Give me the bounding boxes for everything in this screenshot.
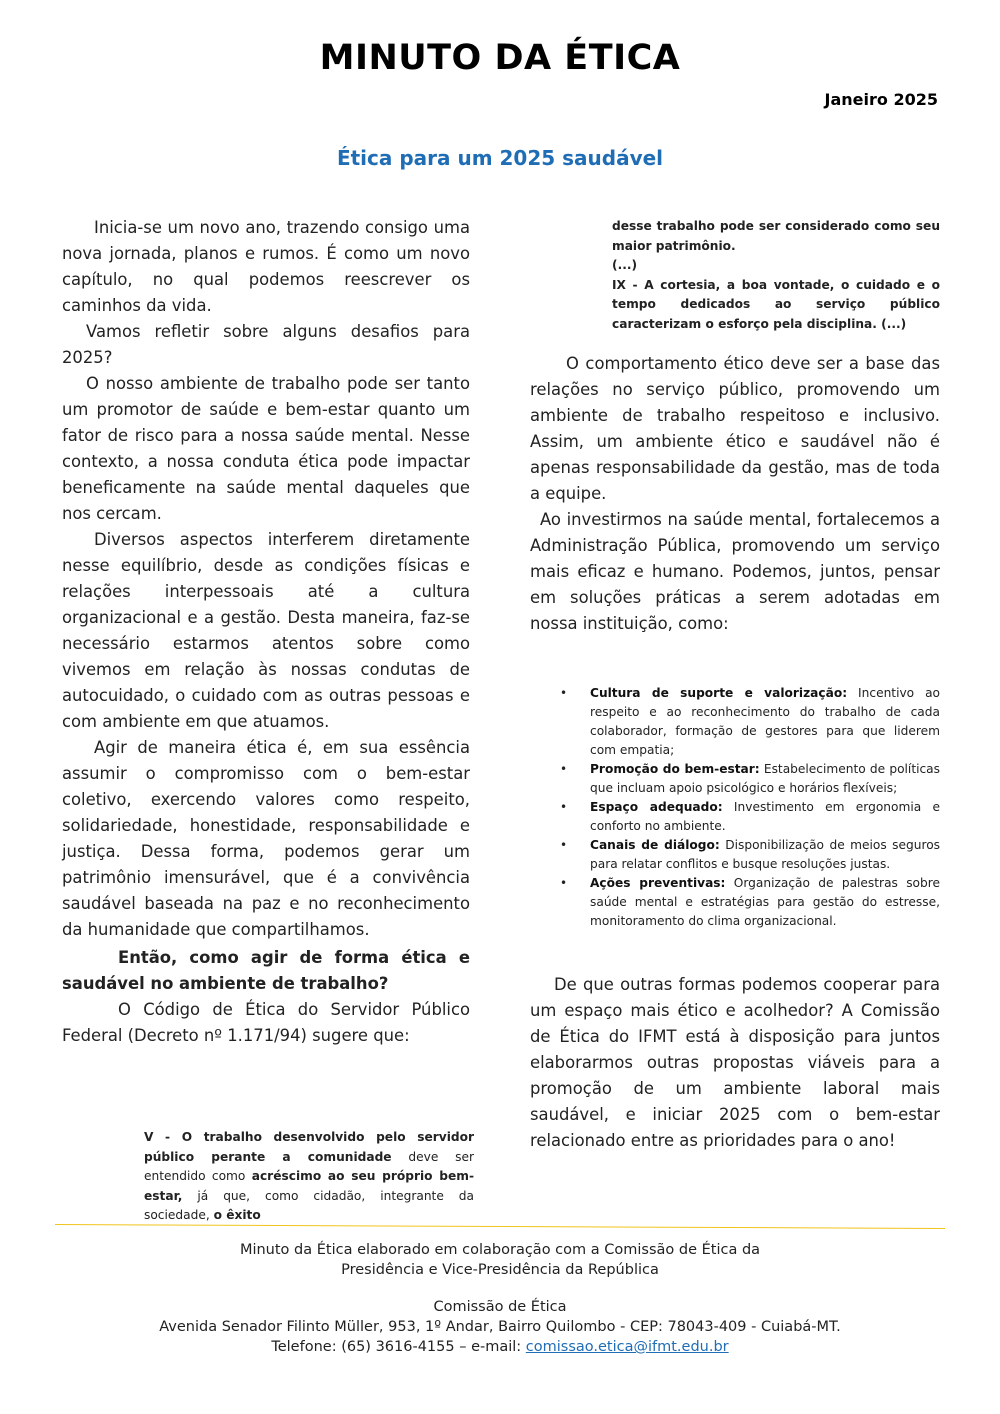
list-item	[560, 684, 940, 760]
code-quote-part1	[144, 1128, 474, 1226]
list-item	[560, 798, 940, 836]
email-link[interactable]: comissao.etica@ifmt.edu.br	[525, 1339, 729, 1355]
quote-text: deve ser entendido como	[144, 1149, 474, 1183]
item-text: Organização de palestras sobre saúde mental e estratégias para gestão do estresse, monitoramento do clima organizacional.	[590, 876, 940, 928]
footer-contact	[0, 1297, 1000, 1357]
footer-divider	[55, 1224, 945, 1229]
paragraph: Agir de maneira ética é, em sua essência assumir o compromisso com o bem-estar coletivo, exercendo valores como respeito, solidariedade, honestidade, responsabilidade e justiça. Dessa forma, podemos gerar um patrimônio imensurável, que é a convivência saudável baseada na paz e no reconhecimento da humanidade que compartilhamos.	[62, 738, 470, 939]
item-label: Canais de diálogo:	[590, 838, 720, 852]
phone-line	[0, 1337, 1000, 1357]
quote-text: já que, como cidadão, integrante da sociedade,	[144, 1188, 474, 1222]
bullet-icon: •	[560, 800, 568, 814]
credit-line: Presidência e Vice-Presidência da República	[341, 1262, 659, 1278]
quote-ellipsis: (...)	[612, 258, 638, 272]
page-title: MINUTO DA ÉTICA	[319, 38, 681, 78]
paragraph: O Código de Ética do Servidor Público Federal (Decreto nº 1.171/94) sugere que:	[62, 1000, 470, 1045]
list-item	[560, 836, 940, 874]
org-name: Comissão de Ética	[433, 1299, 567, 1315]
footer-credit	[0, 1240, 1000, 1280]
quote-item-ix: IX - A cortesia, a boa vontade, o cuidado e o tempo dedicados ao serviço público caracterizam o esforço pela disciplina. (...)	[612, 277, 940, 331]
item-label: Promoção do bem-estar:	[590, 762, 760, 776]
solutions-list	[560, 684, 940, 931]
question-heading: Então, como agir de forma ética e saudável no ambiente de trabalho?	[62, 948, 470, 993]
credit-line: Minuto da Ética elaborado em colaboração com a Comissão de Ética da	[239, 1242, 761, 1258]
quote-continuation: desse trabalho pode ser considerado como seu maior patrimônio.	[612, 219, 940, 253]
article-subtitle: Ética para um 2025 saudável	[336, 146, 664, 170]
bullet-icon: •	[560, 686, 568, 700]
quote-bold: acréscimo ao seu próprio bem-estar,	[144, 1169, 474, 1203]
issue-date: Janeiro 2025	[824, 90, 938, 109]
item-text: Incentivo ao respeito e ao reconhecimento do trabalho de cada colaborador, formação de gestores para que liderem com empatia;	[590, 686, 940, 757]
closing-paragraph	[530, 972, 940, 1154]
bullet-icon: •	[560, 762, 568, 776]
quote-bold: V - O trabalho desenvolvido pelo servidor público perante a comunidade	[144, 1130, 474, 1164]
right-column	[530, 351, 940, 637]
address: Avenida Senador Filinto Müller, 953, 1º Andar, Bairro Quilombo - CEP: 78043-409 - Cuiabá-MT.	[159, 1319, 841, 1335]
paragraph: Inicia-se um novo ano, trazendo consigo uma nova jornada, planos e rumos. É como um novo capítulo, no qual podemos reescrever os caminhos da vida.	[62, 218, 470, 315]
bullet-icon: •	[560, 876, 568, 890]
bullet-icon: •	[560, 838, 568, 852]
paragraph: O comportamento ético deve ser a base das relações no serviço público, promovendo um ambiente de trabalho respeitoso e inclusivo. Assim, um ambiente ético e saudável não é apenas responsabilidade da gestão, mas de toda a equipe.	[530, 354, 940, 503]
paragraph: De que outras formas podemos cooperar para um espaço mais ético e acolhedor? A Comissão de Ética do IFMT está à disposição para juntos elaborarmos outras propostas viáveis para a promoção de um ambiente laboral mais saudável, e iniciar 2025 com o bem-estar relacionado entre as prioridades para o ano!	[530, 975, 940, 1150]
paragraph: Ao investirmos na saúde mental, fortalecemos a Administração Pública, promovendo um serviço mais eficaz e humano. Podemos, juntos, pensar em soluções práticas a serem adotadas em nossa instituição, como:	[530, 510, 940, 633]
item-label: Ações preventivas:	[590, 876, 726, 890]
code-quote-part2	[612, 217, 940, 334]
item-text: Estabelecimento de políticas que incluam apoio psicológico e horários flexíveis;	[590, 762, 941, 795]
paragraph: Vamos refletir sobre alguns desafios para 2025?	[62, 322, 470, 367]
left-column	[62, 215, 470, 1049]
phone-text: Telefone: (65) 3616-4155 – e-mail:	[271, 1339, 526, 1355]
quote-bold: o êxito	[213, 1208, 261, 1222]
item-text: Investimento em ergonomia e conforto no ambiente.	[590, 800, 940, 833]
paragraph: O nosso ambiente de trabalho pode ser tanto um promotor de saúde e bem-estar quanto um fator de risco para a nossa saúde mental. Nesse contexto, a nossa conduta ética pode impactar beneficamente na saúde mental daqueles que nos cercam.	[62, 374, 470, 523]
item-label: Espaço adequado:	[590, 800, 723, 814]
list-item	[560, 874, 940, 931]
item-label: Cultura de suporte e valorização:	[590, 686, 848, 700]
paragraph: Diversos aspectos interferem diretamente nesse equilíbrio, desde as condições físicas e relações interpessoais até a cultura organizacional e a gestão. Desta maneira, faz-se necessário estarmos atentos sobre como vivemos em relação às nossas condutas de autocuidado, o cuidado com as outras pessoas e com ambiente em que atuamos.	[62, 530, 470, 731]
item-text: Disponibilização de meios seguros para relatar conflitos e busque resoluções justas.	[590, 838, 940, 871]
list-item	[560, 760, 940, 798]
